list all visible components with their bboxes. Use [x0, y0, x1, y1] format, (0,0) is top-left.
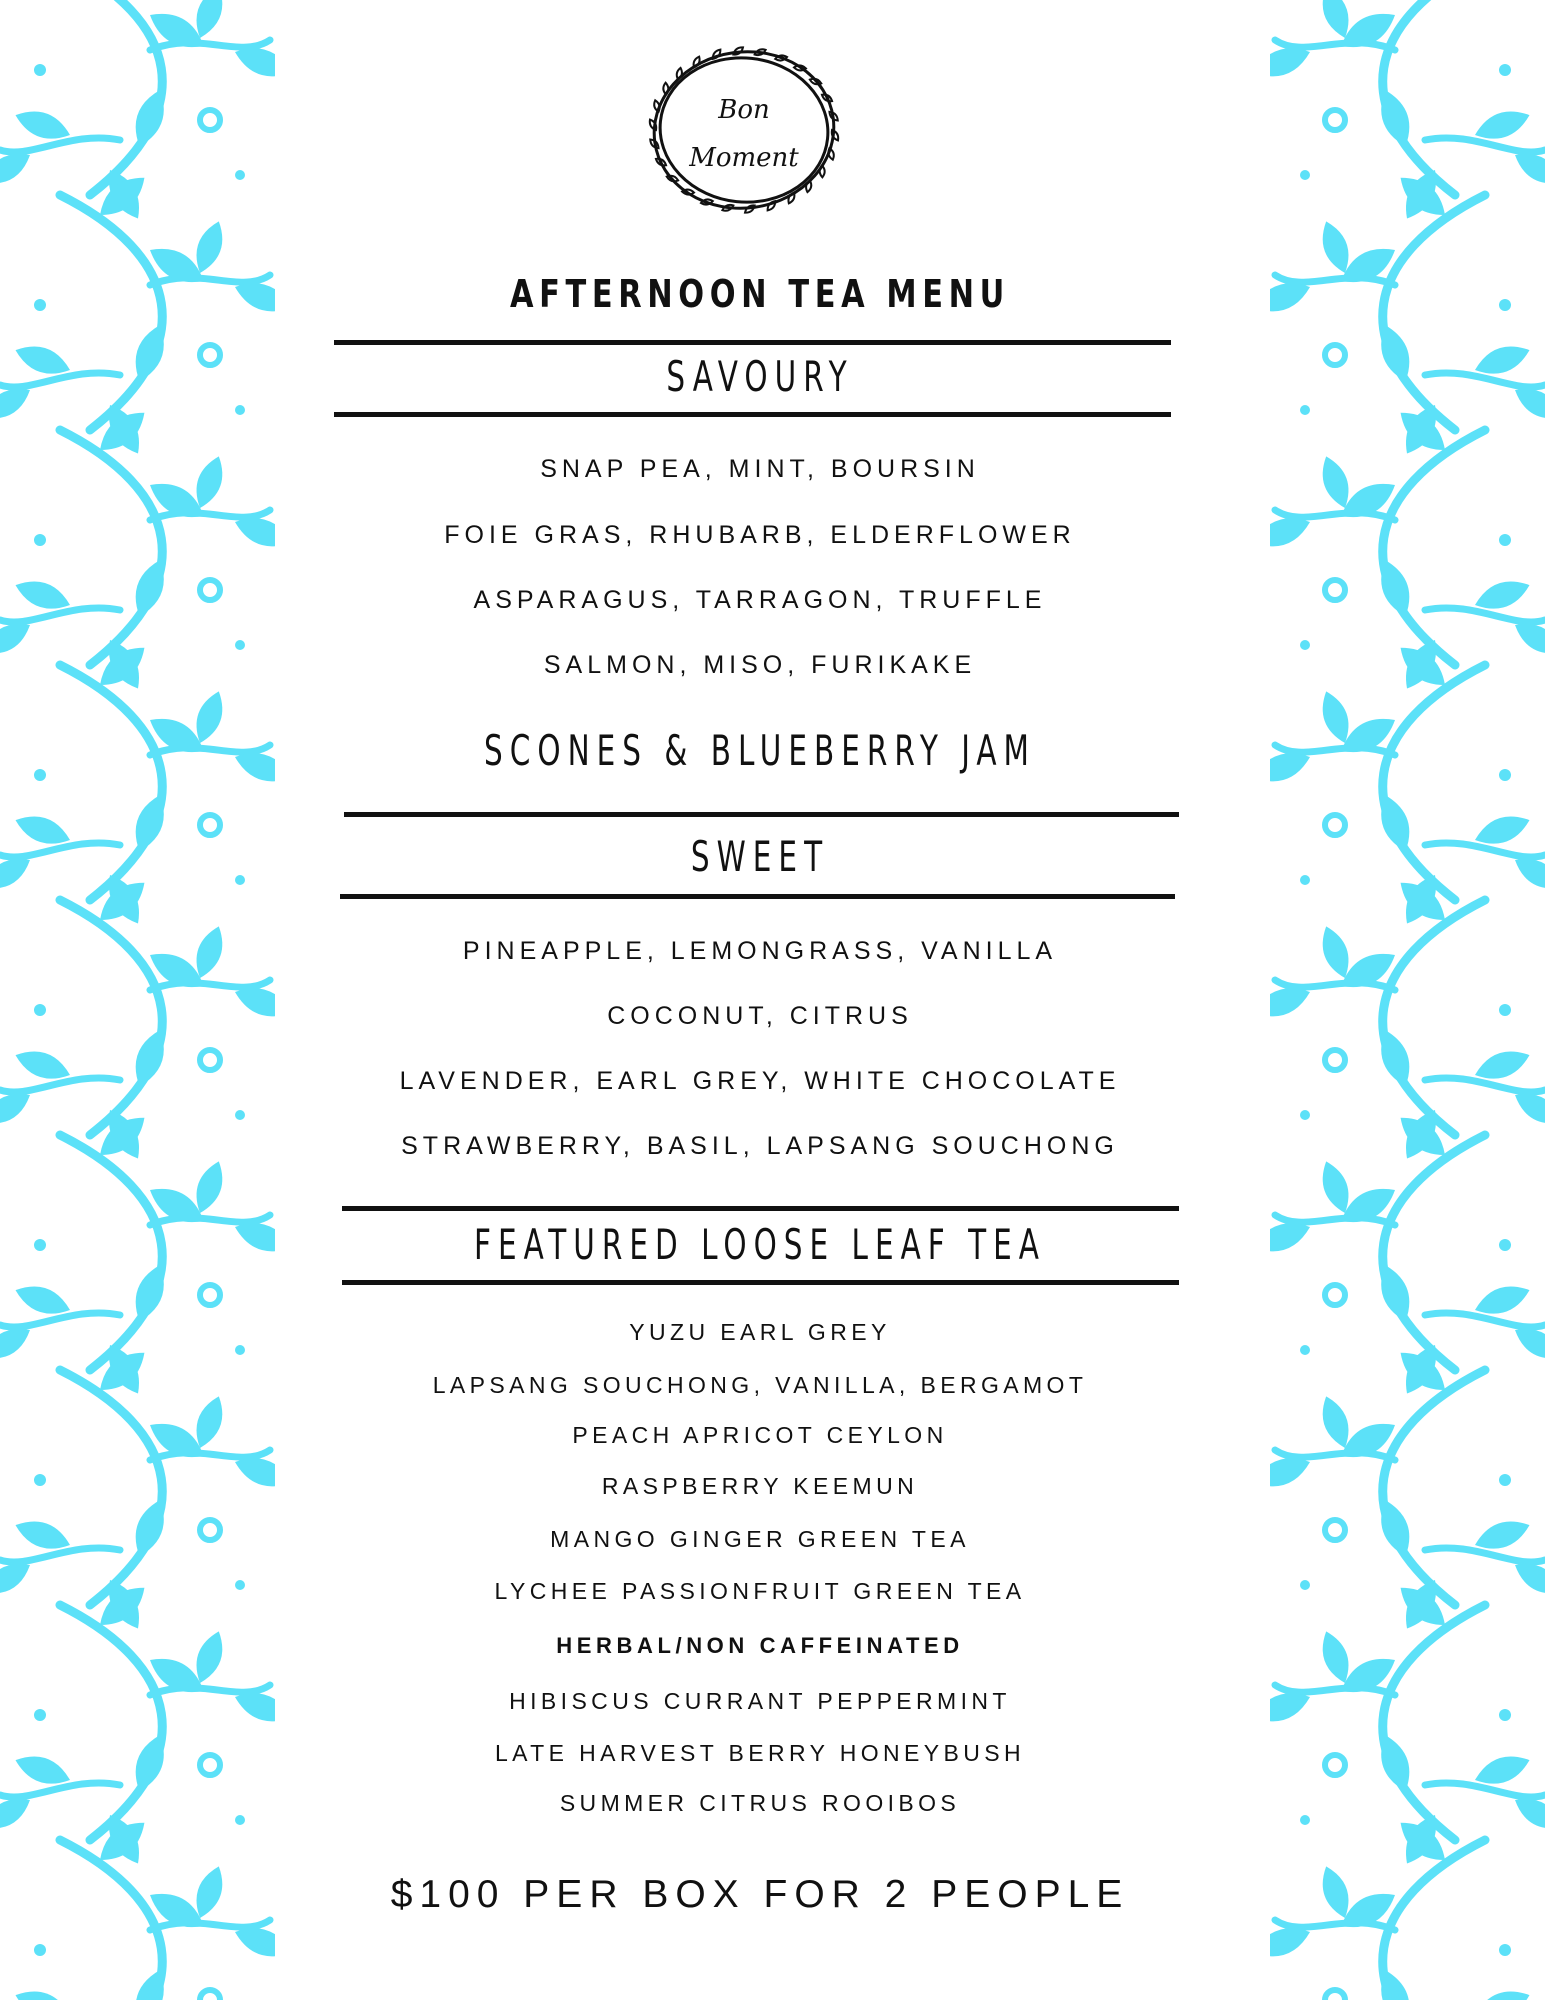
tea-item: HIBISCUS CURRANT PEPPERMINT — [509, 1688, 1011, 1714]
tea-item: RASPBERRY KEEMUN — [601, 1473, 919, 1499]
menu-item: LAVENDER, EARL GREY, WHITE CHOCOLATE — [399, 1067, 1121, 1095]
section-heading-tea: FEATURED LOOSE LEAF TEA — [474, 1220, 1046, 1269]
menu-item: SALMON, MISO, FURIKAKE — [543, 651, 977, 679]
divider — [334, 412, 1171, 417]
tea-item: MANGO GINGER GREEN TEA — [550, 1526, 970, 1552]
section-heading-sweet: SWEET — [690, 832, 830, 881]
wreath-icon — [639, 10, 849, 250]
menu-item: PINEAPPLE, LEMONGRASS, VANILLA — [462, 937, 1058, 965]
divider — [344, 812, 1179, 817]
herbal-subheading: HERBAL/NON CAFFEINATED — [556, 1633, 964, 1658]
divider — [334, 340, 1171, 345]
menu-item: FOIE GRAS, RHUBARB, ELDERFLOWER — [444, 521, 1076, 549]
left-vine-border — [0, 0, 275, 2000]
vine-pattern-icon — [1270, 0, 1545, 2000]
divider — [342, 1206, 1179, 1211]
menu-item: SNAP PEA, MINT, BOURSIN — [540, 455, 980, 483]
tea-item: LATE HARVEST BERRY HONEYBUSH — [494, 1740, 1026, 1766]
tea-item: PEACH APRICOT CEYLON — [572, 1422, 948, 1448]
tea-item: LAPSANG SOUCHONG, VANILLA, BERGAMOT — [432, 1372, 1088, 1398]
tea-item: LYCHEE PASSIONFRUIT GREEN TEA — [494, 1578, 1026, 1604]
divider — [342, 1280, 1179, 1285]
menu-content — [330, 0, 1190, 2000]
divider — [340, 894, 1175, 899]
logo — [639, 10, 849, 250]
right-vine-border — [1270, 0, 1545, 2000]
tea-item: YUZU EARL GREY — [629, 1319, 891, 1345]
menu-item: STRAWBERRY, BASIL, LAPSANG SOUCHONG — [401, 1132, 1119, 1160]
logo-text-line1: Bon — [718, 95, 770, 125]
section-heading-savoury: SAVOURY — [666, 352, 854, 401]
price-note: $100 PER BOX FOR 2 PEOPLE — [390, 1873, 1130, 1916]
tea-item: SUMMER CITRUS ROOIBOS — [559, 1790, 961, 1816]
logo-text-line2: Moment — [689, 143, 799, 173]
menu-item: ASPARAGUS, TARRAGON, TRUFFLE — [473, 586, 1047, 614]
menu-title: AFTERNOON TEA MENU — [510, 272, 1010, 316]
menu-item: COCONUT, CITRUS — [607, 1002, 913, 1030]
vine-pattern-icon — [0, 0, 275, 2000]
scones-heading: SCONES & BLUEBERRY JAM — [484, 726, 1036, 775]
